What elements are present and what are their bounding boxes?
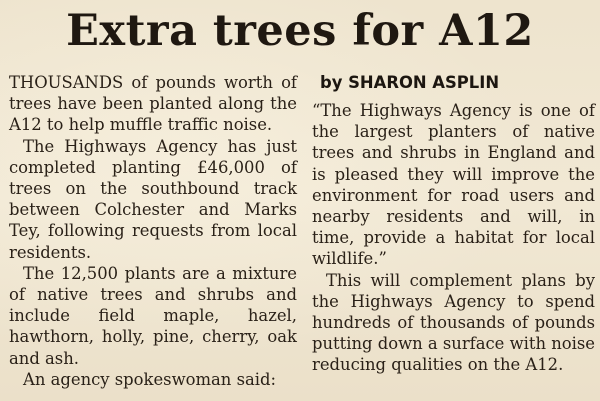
article-column-left <box>9 72 297 390</box>
article-byline: by SHARON ASPLIN <box>320 73 500 92</box>
article-paragraph: The Highways Agency has just completed planting £46,000 of trees on the southbound track between Colchester and Marks Tey, following requests from local residents. <box>9 136 297 262</box>
article-headline: Extra trees for A12 <box>66 6 534 56</box>
article-column-right <box>312 72 595 376</box>
article-paragraph: This will complement plans by the Highways Agency to spend hundreds of thousands of pounds putting down a surface with noise reducing qualities on the A12. <box>312 270 595 375</box>
article-paragraph: “The Highways Agency is one of the largest planters of native trees and shrubs in England and is pleased they will improve the environment for road users and nearby residents and will, in time, provide a habitat for local wildlife.” <box>312 101 595 269</box>
article-paragraph: An agency spokeswoman said: <box>23 369 277 389</box>
article-paragraph: The 12,500 plants are a mixture of native trees and shrubs and include field maple, hazel, hawthorn, holly, pine, cherry, oak and ash. <box>9 263 297 368</box>
article-paragraph: THOUSANDS of pounds worth of trees have been planted along the A12 to help muffle traffic noise. <box>9 73 297 135</box>
